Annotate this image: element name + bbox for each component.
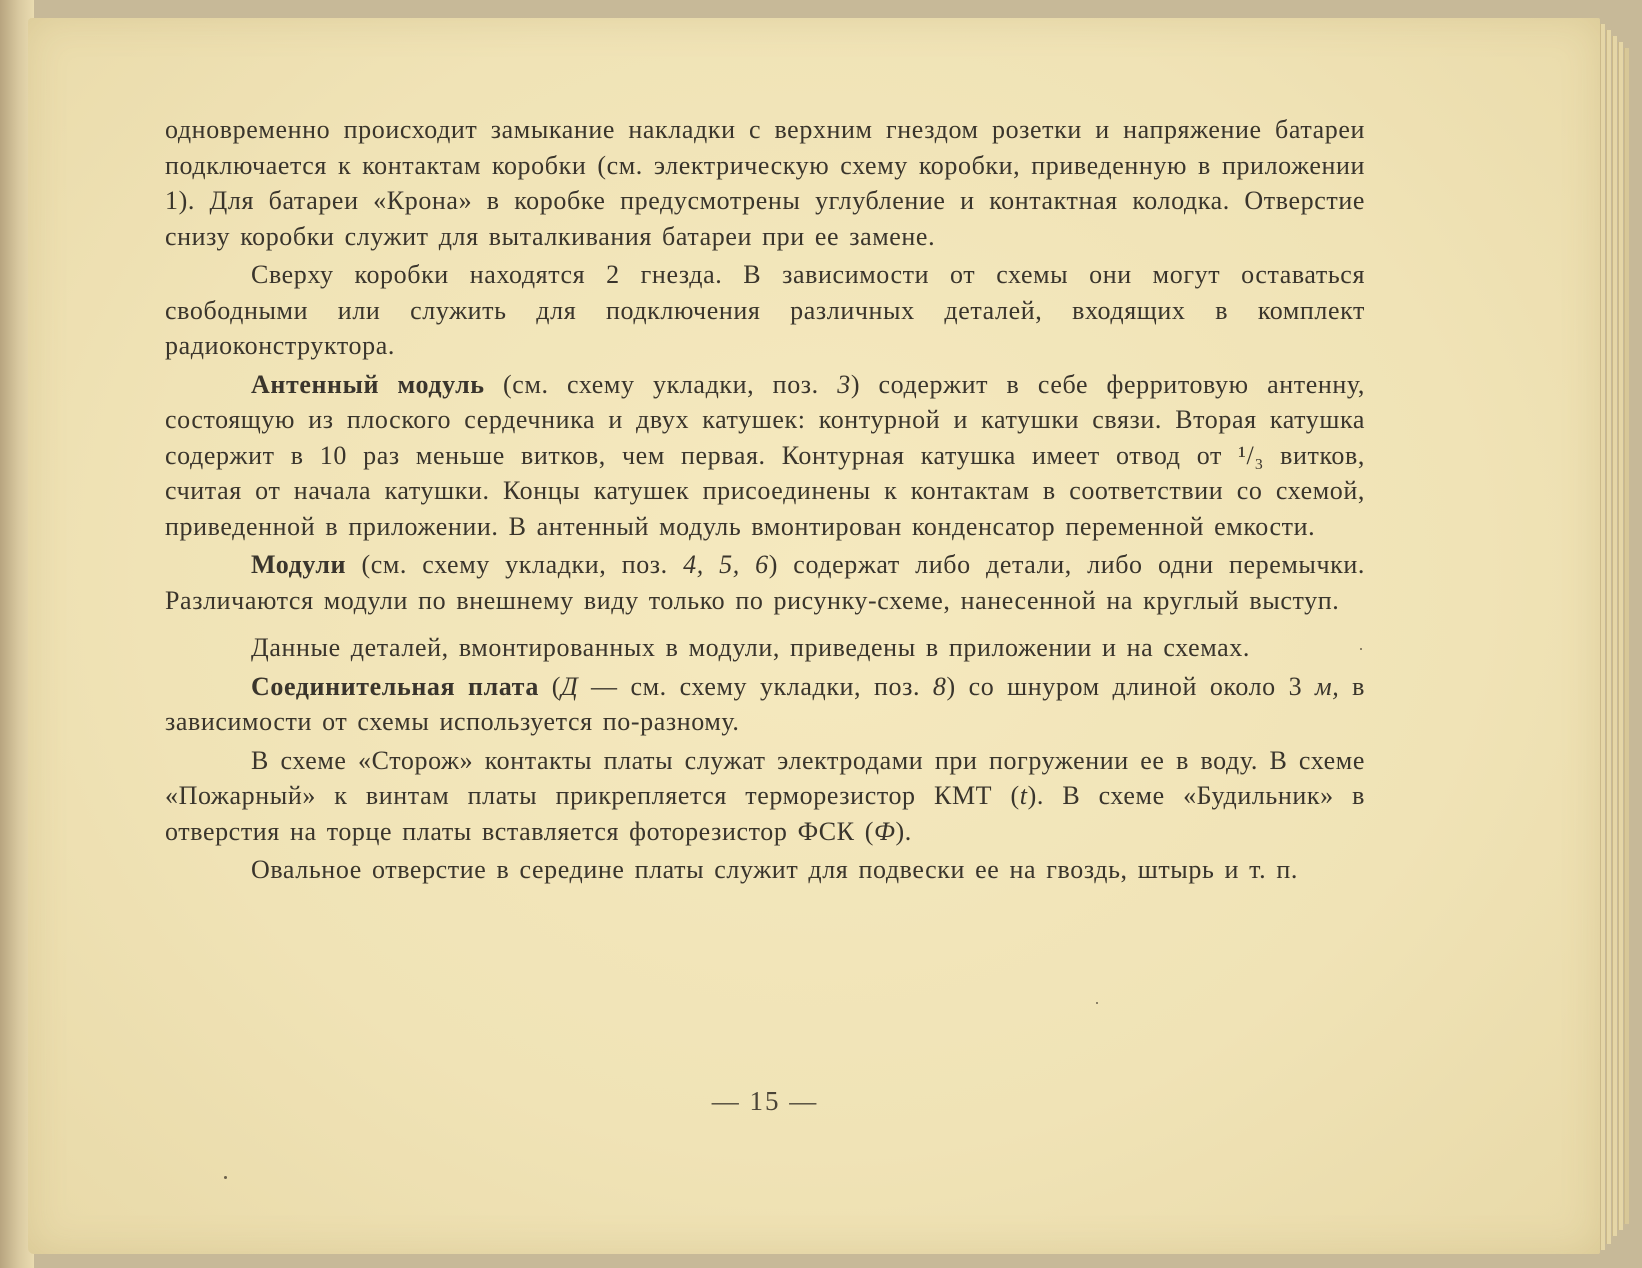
page-edge xyxy=(1612,36,1617,1236)
paper-speck xyxy=(224,1176,227,1179)
text-run: Сверху коробки находятся 2 гнезда. В зависимости от схемы они могут оставаться свободными или служить для подключения различных деталей, входящих в комплект радиоконструктора. xyxy=(165,260,1365,360)
body-text xyxy=(165,112,1365,888)
italic-ref: 4, 5, 6 xyxy=(683,550,769,579)
text-run: в зависимости от схемы используется по-разному. xyxy=(165,671,1366,736)
bold-term: Соединительная плата xyxy=(251,671,539,701)
italic-ref: 3 xyxy=(837,369,851,399)
text-run: ) со шнуром длиной около 3 xyxy=(946,671,1316,701)
page-edge xyxy=(1606,30,1611,1244)
paper-speck xyxy=(1360,648,1362,650)
text-run: Овальное отверстие в середине платы служит для подвески ее на гвоздь, штырь и т. п. xyxy=(251,855,1298,884)
page-edge xyxy=(1618,42,1623,1230)
paragraph-oval-hole xyxy=(165,852,1365,888)
paragraph-module-parts-data xyxy=(165,630,1365,666)
text-run: (см. схему укладки, поз. xyxy=(346,550,684,579)
text-run: Данные деталей, вмонтированных в модули, приведены в приложении и на схемах. xyxy=(251,633,1250,662)
paragraph-board-usage xyxy=(165,743,1365,850)
italic-ref: м, xyxy=(1315,671,1340,701)
text-run: ). xyxy=(895,816,912,846)
paragraph-modules xyxy=(165,547,1365,618)
italic-ref: t xyxy=(1019,781,1028,810)
text-run: ) содержат либо детали, либо одни перемычки. Различаются модули по внешнему виду только по рисунку-схеме, нанесенной на круглый выступ. xyxy=(165,550,1366,615)
page-edge xyxy=(1624,48,1629,1224)
bold-term: Модули xyxy=(251,550,347,579)
paragraph-antenna-module xyxy=(165,367,1365,545)
paper-speck xyxy=(1096,1002,1098,1004)
text-run: ). В схеме «Будильник» в отверстия на торце платы вставляется фоторезистор ФСК ( xyxy=(165,781,1365,846)
text-run: — см. схему укладки, поз. xyxy=(578,671,933,701)
paragraph-battery-contacts xyxy=(165,112,1365,254)
italic-ref: 8 xyxy=(932,671,947,701)
paragraph-connection-board xyxy=(165,669,1365,740)
paragraph-box-sockets xyxy=(165,257,1365,364)
page-number: — 15 — xyxy=(711,1086,819,1116)
text-run: В схеме «Сторож» контакты платы служат электродами при погружении ее в воду. В схеме «Пожарный» к винтам платы прикрепляется терморезистор КМТ ( xyxy=(165,745,1365,810)
text-run: ) содержит в себе ферритовую антенну, состоящую из плоского сердечника и двух катушек: контурной и катушки связи. Вторая катушка содержит в 10 раз меньше витков, чем первая. Контурная катушка имеет отвод от ¹/₃ витков, считая от начала катушки. Концы катушек присоединены к контактам в соответствии со схемой, приведенной в приложении. В антенный модуль вмонтирован конденсатор переменной емкости. xyxy=(165,369,1365,541)
bold-term: Антенный модуль xyxy=(251,369,485,399)
italic-ref: Ф xyxy=(873,816,896,846)
text-run: ( xyxy=(538,671,562,701)
text-run: одновременно происходит замыкание накладки с верхним гнездом розетки и напряжение батареи подключается к контактам коробки (см. электрическую схему коробки, приведенную в приложении 1). Для батареи «Крона» в коробке предусмотрены углубление и контактная колодка. Отверстие снизу коробки служит для выталкивания батареи при ее замене. xyxy=(165,115,1365,251)
page-edge xyxy=(1600,24,1605,1250)
text-run: (см. схему укладки, поз. xyxy=(484,369,838,399)
italic-ref: Д xyxy=(561,671,579,701)
